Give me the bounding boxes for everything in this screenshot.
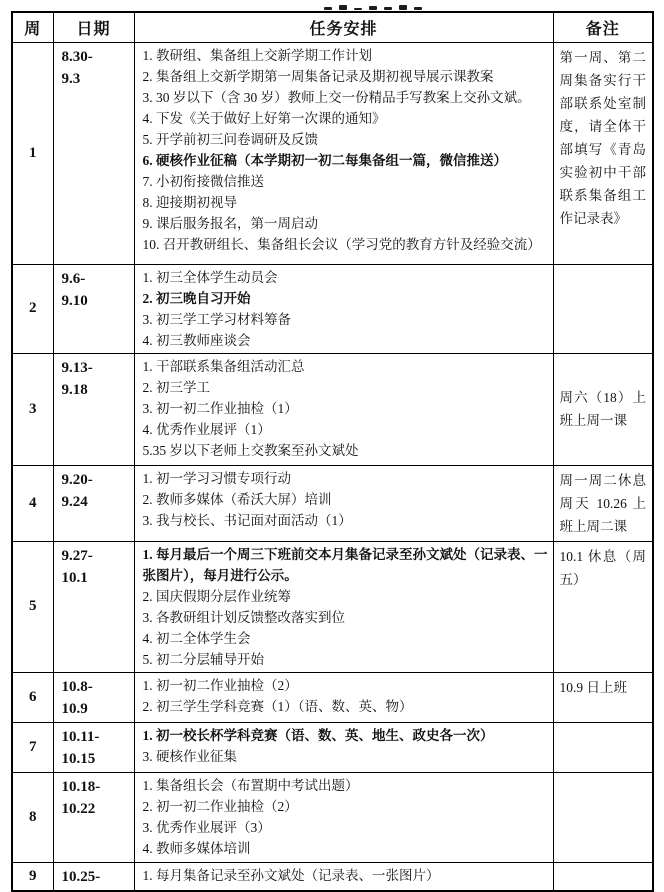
week-number-cell — [12, 465, 53, 541]
task-item: 4. 初二全体学生会 — [142, 630, 251, 646]
task-item: 2. 初三学工 — [142, 379, 210, 395]
date-range-cell — [53, 264, 134, 353]
task-item: 5. 初二分层辅导开始 — [142, 651, 264, 667]
week-number: 1 — [29, 144, 37, 161]
col-header-date: 日期 — [53, 12, 134, 42]
week-number: 8 — [29, 808, 37, 825]
task-item: 5.35 岁以下老师上交教案至孙文斌处 — [142, 442, 359, 458]
task-item: 4. 初三教师座谈会 — [142, 332, 251, 348]
table-row — [12, 465, 653, 541]
note-cell — [553, 722, 653, 772]
date-range-cell — [53, 672, 134, 722]
note-cell — [553, 772, 653, 862]
task-item: 8. 迎接期初视导 — [142, 194, 237, 210]
task-item: 7. 小初衔接微信推送 — [142, 173, 264, 189]
date-line: 9.6- — [61, 270, 86, 287]
col-header-notes: 备注 — [553, 12, 653, 42]
note-cell — [553, 541, 653, 672]
task-item: 4. 教师多媒体培训 — [142, 840, 251, 856]
date-line: 9.27- — [61, 547, 93, 564]
date-line: 10.22 — [61, 800, 96, 817]
task-item: 3. 初一初二作业抽检（1） — [142, 400, 298, 416]
date-range-cell — [53, 722, 134, 772]
task-item: 10. 召开教研组长、集备组长会议（学习党的教育方针及经验交流） — [142, 236, 541, 252]
table-row — [12, 541, 653, 672]
note-cell — [553, 862, 653, 891]
note-text: 周一周二休息周天 10.26 上班上周二课 — [559, 472, 646, 534]
date-line: 10.18- — [61, 778, 101, 795]
tasks-cell — [134, 862, 553, 891]
note-cell — [553, 465, 653, 541]
week-number-cell — [12, 772, 53, 862]
note-cell — [553, 42, 653, 264]
note-text: 10.1 休息（周五） — [559, 548, 646, 587]
task-item: 2. 集备组上交新学期第一周集备记录及期初视导展示课教案 — [142, 68, 494, 84]
table-row — [12, 772, 653, 862]
tasks-cell — [134, 353, 553, 465]
schedule-table-body — [12, 42, 653, 891]
date-range-cell — [53, 353, 134, 465]
table-row — [12, 264, 653, 353]
task-item: 1. 每月集备记录至孙文斌处（记录表、一张图片） — [142, 867, 440, 883]
note-text: 第一周、第二周集备实行干部联系处室制度，请全体干部填写《青岛实验初中干部联系集备组工作记录表》 — [559, 49, 646, 226]
date-line: 8.30- — [61, 48, 93, 65]
note-text: 周六（18）上班上周一课 — [559, 390, 646, 428]
date-range-cell — [53, 465, 134, 541]
task-item: 2. 教师多媒体（希沃大屏）培训 — [142, 491, 332, 507]
task-item: 2. 国庆假期分层作业统筹 — [142, 588, 291, 604]
task-item: 3. 优秀作业展评（3） — [142, 819, 271, 835]
task-item: 1. 干部联系集备组活动汇总 — [142, 358, 305, 374]
task-item: 3. 30 岁以下（含 30 岁）教师上交一份精品手写教案上交孙文斌。 — [142, 89, 531, 105]
week-number: 9 — [29, 867, 37, 884]
week-number-cell — [12, 862, 53, 891]
task-item: 4. 下发《关于做好上好第一次课的通知》 — [142, 110, 386, 126]
week-number: 5 — [29, 598, 37, 614]
schedule-table — [11, 11, 654, 892]
task-item: 1. 教研组、集备组上交新学期工作计划 — [142, 47, 372, 63]
task-item: 4. 优秀作业展评（1） — [142, 421, 271, 437]
week-number-cell — [12, 42, 53, 264]
table-row — [12, 42, 653, 264]
task-item: 2. 初三晚自习开始 — [142, 290, 251, 306]
table-header-row — [12, 12, 653, 42]
task-item: 2. 初一初二作业抽检（2） — [142, 798, 298, 814]
week-number: 4 — [29, 494, 37, 511]
task-item: 2. 初三学生学科竞赛（1）（语、数、英、物） — [142, 698, 413, 714]
week-number: 3 — [29, 400, 37, 417]
date-line: 10.9 — [61, 700, 88, 717]
date-range-cell — [53, 541, 134, 672]
task-item: 1. 初一初二作业抽检（2） — [142, 677, 298, 693]
task-item: 6. 硬核作业征稿（本学期初一初二每集备组一篇，微信推送） — [142, 152, 507, 168]
week-number-cell — [12, 541, 53, 672]
note-cell — [553, 672, 653, 722]
table-row — [12, 672, 653, 722]
week-number: 6 — [29, 688, 37, 705]
date-range-cell — [53, 772, 134, 862]
task-item: 9. 课后服务报名，第一周启动 — [142, 215, 318, 231]
task-item: 3. 各教研组计划反馈整改落实到位 — [142, 609, 345, 625]
tasks-cell — [134, 264, 553, 353]
date-line: 10.8- — [61, 678, 93, 695]
note-cell — [553, 264, 653, 353]
week-number: 2 — [29, 300, 37, 316]
tasks-cell — [134, 541, 553, 672]
date-line: 9.3 — [61, 70, 81, 87]
date-range-cell — [53, 42, 134, 264]
date-line: 9.18 — [61, 381, 88, 398]
task-item: 1. 初三全体学生动员会 — [142, 269, 278, 285]
tasks-cell — [134, 672, 553, 722]
date-range-cell — [53, 862, 134, 891]
week-number-cell — [12, 722, 53, 772]
date-line: 9.20- — [61, 471, 93, 488]
date-line: 10.25- — [61, 868, 101, 885]
date-line: 9.24 — [61, 493, 88, 510]
task-item: 1. 每月最后一个周三下班前交本月集备记录至孙文斌处（记录表、一张图片），每月进行公示。 — [142, 546, 548, 583]
tasks-cell — [134, 722, 553, 772]
col-header-tasks: 任务安排 — [134, 12, 553, 42]
week-number-cell — [12, 672, 53, 722]
note-cell — [553, 353, 653, 465]
date-line: 10.15 — [61, 750, 96, 767]
col-header-week: 周 — [12, 12, 53, 42]
week-number-cell — [12, 264, 53, 353]
task-item: 1. 初一校长杯学科竞赛（语、数、英、地生、政史各一次） — [142, 727, 494, 743]
task-item: 3. 初三学工学习材料筹备 — [142, 311, 291, 327]
date-line: 9.13- — [61, 359, 93, 376]
date-line: 10.1 — [61, 569, 88, 586]
task-item: 3. 我与校长、书记面对面活动（1） — [142, 512, 352, 528]
task-item: 1. 集备组长会（布置期中考试出题） — [142, 777, 359, 793]
clipped-page-title — [324, 3, 422, 10]
tasks-cell — [134, 42, 553, 264]
task-item: 5. 开学前初三问卷调研及反馈 — [142, 131, 318, 147]
tasks-cell — [134, 772, 553, 862]
week-number-cell — [12, 353, 53, 465]
date-line: 10.11- — [61, 728, 100, 745]
table-row — [12, 862, 653, 891]
table-row — [12, 722, 653, 772]
date-line: 9.10 — [61, 292, 88, 309]
tasks-cell — [134, 465, 553, 541]
note-text: 10.9 日上班 — [559, 679, 627, 695]
task-item: 3. 硬核作业征集 — [142, 748, 237, 764]
task-item: 1. 初一学习习惯专项行动 — [142, 470, 291, 486]
table-row — [12, 353, 653, 465]
week-number: 7 — [29, 738, 37, 755]
